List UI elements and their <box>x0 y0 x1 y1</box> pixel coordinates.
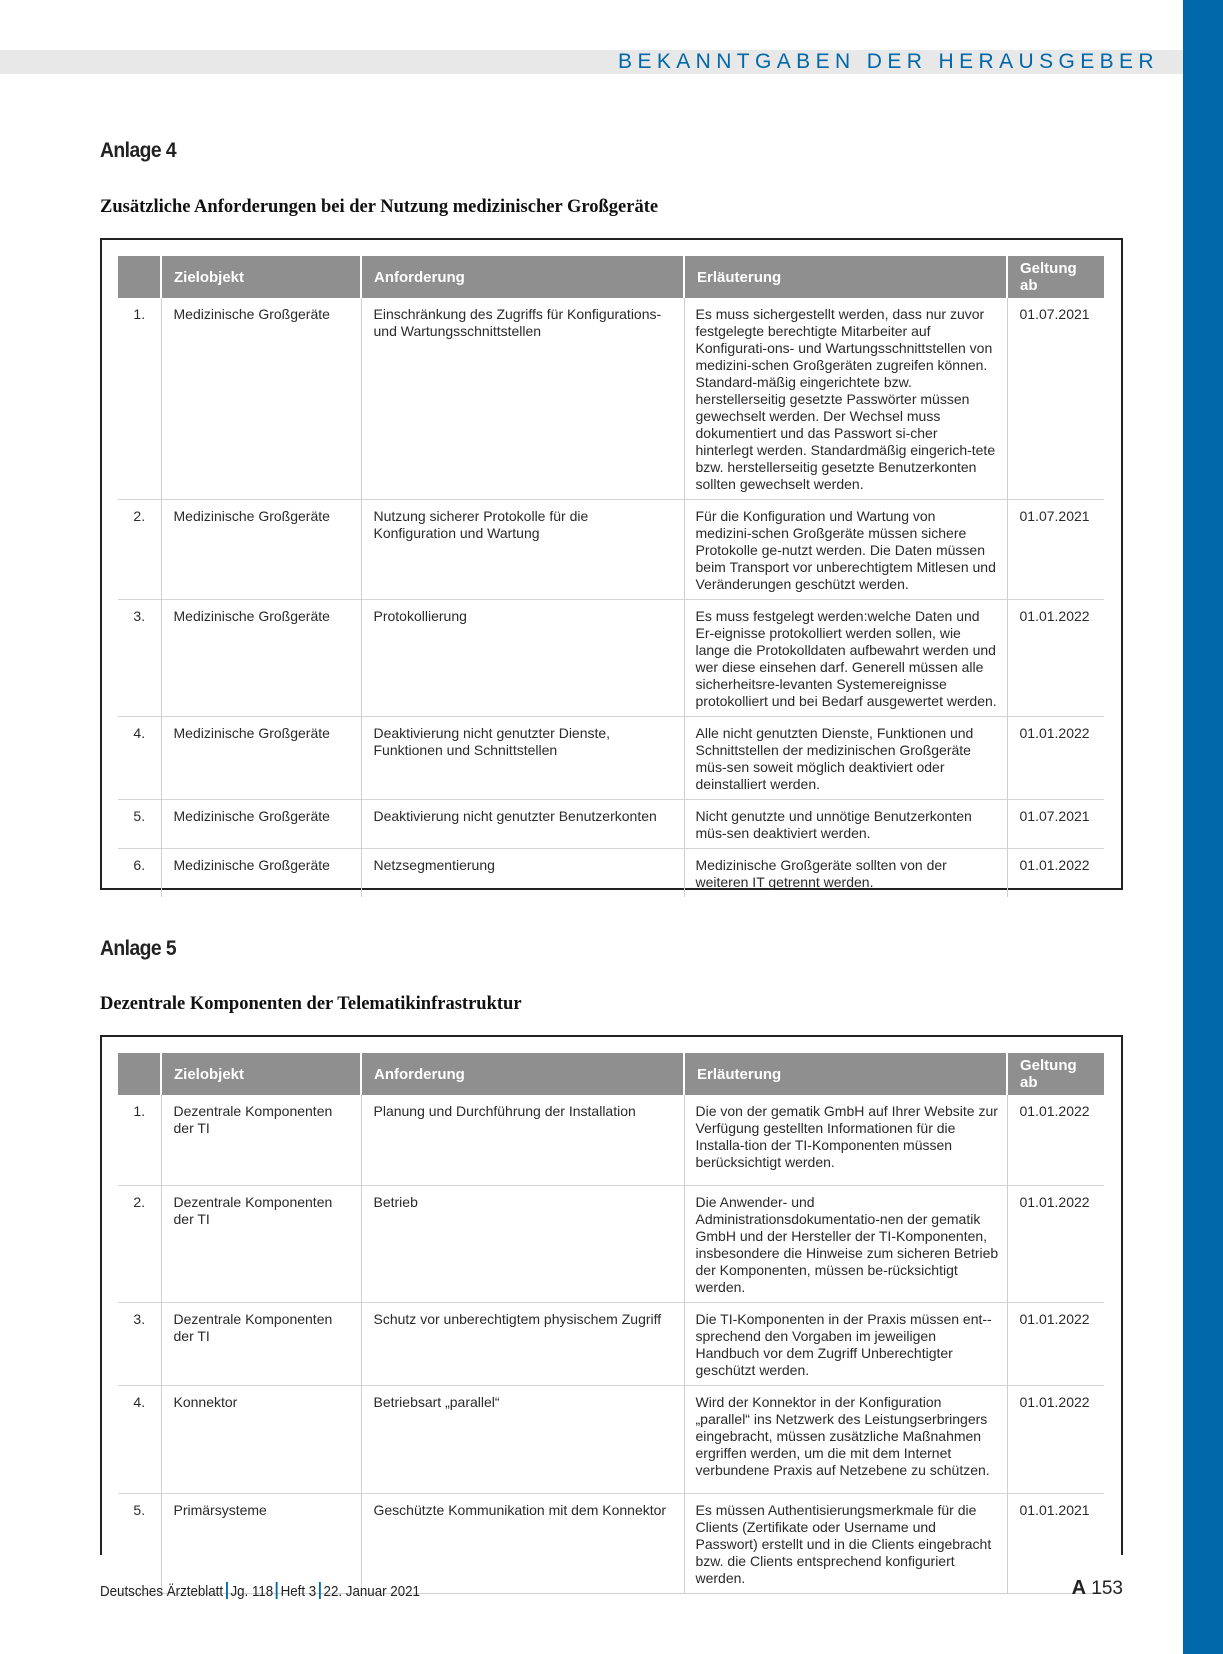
table-row <box>118 1493 1104 1593</box>
side-accent-bar <box>1183 0 1223 1654</box>
anlage-4-table-frame <box>100 238 1123 890</box>
geltung-cell: 01.01.2022 <box>1007 849 1104 898</box>
zielobjekt-cell: Medizinische Großgeräte <box>161 298 361 500</box>
anforderung-cell: Betriebsart „parallel“ <box>361 1385 684 1493</box>
zielobjekt-cell: Medizinische Großgeräte <box>161 717 361 800</box>
geltung-cell: 01.07.2021 <box>1007 298 1104 500</box>
page-prefix: A <box>1071 1577 1087 1599</box>
erlaeuterung-cell: Wird der Konnektor in der Konfiguration „parallel“ ins Netzwerk des Leistungserbringers eingebracht, müssen zusätzliche Maßnahmen ergriffen werden, um die mit dem Internet verbundene Praxis auf Netzebene zu schützen. <box>684 1385 1007 1493</box>
anforderung-cell: Einschränkung des Zugriffs für Konfigurations- und Wartungsschnittstellen <box>361 298 684 500</box>
footer-citation <box>100 1582 420 1600</box>
anforderung-cell: Nutzung sicherer Protokolle für die Konfiguration und Wartung <box>361 500 684 600</box>
geltung-cell: 01.01.2022 <box>1007 1385 1104 1493</box>
table-row <box>118 717 1104 800</box>
table-row <box>118 1185 1104 1302</box>
column-header-nr <box>118 1053 161 1095</box>
anlage-4-heading: Anlage 4 <box>100 139 177 162</box>
row-number: 2. <box>118 1185 161 1302</box>
geltung-cell: 01.01.2022 <box>1007 717 1104 800</box>
erlaeuterung-cell: Für die Konfiguration und Wartung von medizini-schen Großgeräte müssen sichere Protokolle ge-nutzt werden. Die Daten müssen beim Transport vor unberechtigtem Mitlesen und Veränderungen geschützt werden. <box>684 500 1007 600</box>
section-header: BEKANNTGABEN DER HERAUSGEBER <box>618 50 1159 73</box>
footer-separator <box>319 1582 321 1599</box>
anforderung-cell: Protokollierung <box>361 600 684 717</box>
table-row <box>118 600 1104 717</box>
row-number: 5. <box>118 800 161 849</box>
row-number: 1. <box>133 306 146 322</box>
zielobjekt-cell: Dezentrale Komponenten der TI <box>161 1185 361 1302</box>
zielobjekt-cell: Dezentrale Komponenten der TI <box>161 1302 361 1385</box>
anforderung-cell: Netzsegmentierung <box>361 849 684 898</box>
footer-issue: Heft 3 <box>280 1584 317 1600</box>
anforderung-cell: Deaktivierung nicht genutzter Benutzerkonten <box>361 800 684 849</box>
geltung-cell: 01.07.2021 <box>1007 500 1104 600</box>
table-row <box>118 1302 1104 1385</box>
geltung-cell: 01.01.2021 <box>1007 1493 1104 1593</box>
column-header-geltung: Geltung ab <box>1007 256 1104 298</box>
anlage-5-table-title: Dezentrale Komponenten der Telematikinfrastruktur <box>100 994 522 1014</box>
zielobjekt-cell: Medizinische Großgeräte <box>161 600 361 717</box>
erlaeuterung-cell: Die TI-Komponenten in der Praxis müssen ent-sprechend den Vorgaben im jeweiligen Handbuch vor dem Zugriff Unberechtigter geschützt werden. <box>684 1302 1007 1385</box>
anlage-5-heading: Anlage 5 <box>100 937 177 960</box>
zielobjekt-cell: Medizinische Großgeräte <box>161 800 361 849</box>
table-row <box>118 500 1104 600</box>
row-number: 4. <box>118 1385 161 1493</box>
row-number: 6. <box>118 849 161 898</box>
footer-volume: Jg. 118 <box>230 1584 274 1600</box>
zielobjekt-cell: Konnektor <box>161 1385 361 1493</box>
column-header-zielobjekt: Zielobjekt <box>161 256 361 298</box>
zielobjekt-cell: Dezentrale Komponenten der TI <box>161 1095 361 1185</box>
row-number: 4. <box>118 717 161 800</box>
column-header-erlaeuterung: Erläuterung <box>684 256 1007 298</box>
geltung-cell: 01.07.2021 <box>1007 800 1104 849</box>
anforderung-cell: Geschützte Kommunikation mit dem Konnektor <box>361 1493 684 1593</box>
anforderung-cell: Deaktivierung nicht genutzter Dienste, Funktionen und Schnittstellen <box>361 717 684 800</box>
row-number: 5. <box>118 1493 161 1593</box>
erlaeuterung-cell: Nicht genutzte und unnötige Benutzerkonten müs-sen deaktiviert werden. <box>684 800 1007 849</box>
anlage-5-table-frame <box>100 1035 1123 1586</box>
anlage-5-table <box>118 1053 1104 1594</box>
table-row <box>118 1385 1104 1493</box>
anforderung-cell: Betrieb <box>361 1185 684 1302</box>
table-row <box>118 849 1104 898</box>
column-header-nr <box>118 256 161 298</box>
table-header-row <box>118 1053 1104 1095</box>
zielobjekt-cell: Medizinische Großgeräte <box>161 849 361 898</box>
zielobjekt-cell: Primärsysteme <box>161 1493 361 1593</box>
footer-journal: Deutsches Ärzteblatt <box>100 1584 224 1600</box>
anforderung-cell: Schutz vor unberechtigtem physischem Zugriff <box>361 1302 684 1385</box>
zielobjekt-cell: Medizinische Großgeräte <box>161 500 361 600</box>
erlaeuterung-cell: Alle nicht genutzten Dienste, Funktionen und Schnittstellen der medizinischen Großgeräte müs-sen soweit möglich deaktiviert oder deinstalliert werden. <box>684 717 1007 800</box>
row-number: 3. <box>118 600 161 717</box>
page-number-value: 153 <box>1091 1578 1123 1599</box>
row-number: 1. <box>133 1103 146 1119</box>
erlaeuterung-cell: Es muss festgelegt werden:welche Daten und Er-eignisse protokolliert werden sollen, wie lange die Protokolldaten aufbewahrt werden und wer diese einsehen darf. Generell müssen alle sicherheitsre-levanten Systemereignisse protokolliert und bei Bedarf ausgewertet werden. <box>684 600 1007 717</box>
table-row <box>118 298 1104 500</box>
footer-separator <box>276 1582 278 1599</box>
erlaeuterung-cell: Die von der gematik GmbH auf Ihrer Website zur Verfügung gestellten Informationen für die Installa-tion der TI-Komponenten müssen berücksichtigt werden. <box>684 1095 1007 1185</box>
page-number <box>1072 1577 1123 1600</box>
anlage-4-table-title: Zusätzliche Anforderungen bei der Nutzung medizinischer Großgeräte <box>100 197 659 217</box>
column-header-anforderung: Anforderung <box>361 1053 684 1095</box>
footer-separator <box>226 1582 228 1599</box>
erlaeuterung-cell: Die Anwender- und Administrationsdokumentatio-nen der gematik GmbH und der Hersteller der TI-Komponenten, insbesondere die Hinweise zum sicheren Betrieb der Komponenten, müssen be-rücksichtigt werden. <box>684 1185 1007 1302</box>
erlaeuterung-cell: Es müssen Authentisierungsmerkmale für die Clients (Zertifikate oder Username und Passwort) erstellt und in die Clients eingebracht bzw. die Clients entsprechend konfiguriert werden. <box>684 1493 1007 1593</box>
footer-date: 22. Januar 2021 <box>323 1584 420 1600</box>
table-row <box>118 1095 1104 1185</box>
column-header-anforderung: Anforderung <box>361 256 684 298</box>
erlaeuterung-cell: Es muss sichergestellt werden, dass nur zuvor festgelegte berechtigte Mitarbeiter auf Konfigurati-ons- und Wartungsschnittstellen von medizini-schen Großgeräten zugreifen können. Standard-mäßig eingerichtete bzw. herstellerseitig gesetzte Passwörter müssen gewechselt werden. Der Wechsel muss dokumentiert und das Passwort si-cher hinterlegt werden. Standardmäßig eingerich-tete bzw. herstellerseitig gesetzte Benutzerkonten sollten gewechselt werden. <box>684 298 1007 500</box>
geltung-cell: 01.01.2022 <box>1007 1185 1104 1302</box>
anforderung-cell: Planung und Durchführung der Installation <box>361 1095 684 1185</box>
geltung-cell: 01.01.2022 <box>1007 1095 1104 1185</box>
anlage-4-table <box>118 256 1104 897</box>
column-header-erlaeuterung: Erläuterung <box>684 1053 1007 1095</box>
geltung-cell: 01.01.2022 <box>1007 600 1104 717</box>
table-row <box>118 800 1104 849</box>
erlaeuterung-cell: Medizinische Großgeräte sollten von der weiteren IT getrennt werden. <box>684 849 1007 898</box>
row-number: 3. <box>118 1302 161 1385</box>
table-header-row <box>118 256 1104 298</box>
column-header-zielobjekt: Zielobjekt <box>161 1053 361 1095</box>
geltung-cell: 01.01.2022 <box>1007 1302 1104 1385</box>
row-number: 2. <box>118 500 161 600</box>
column-header-geltung: Geltung ab <box>1007 1053 1104 1095</box>
